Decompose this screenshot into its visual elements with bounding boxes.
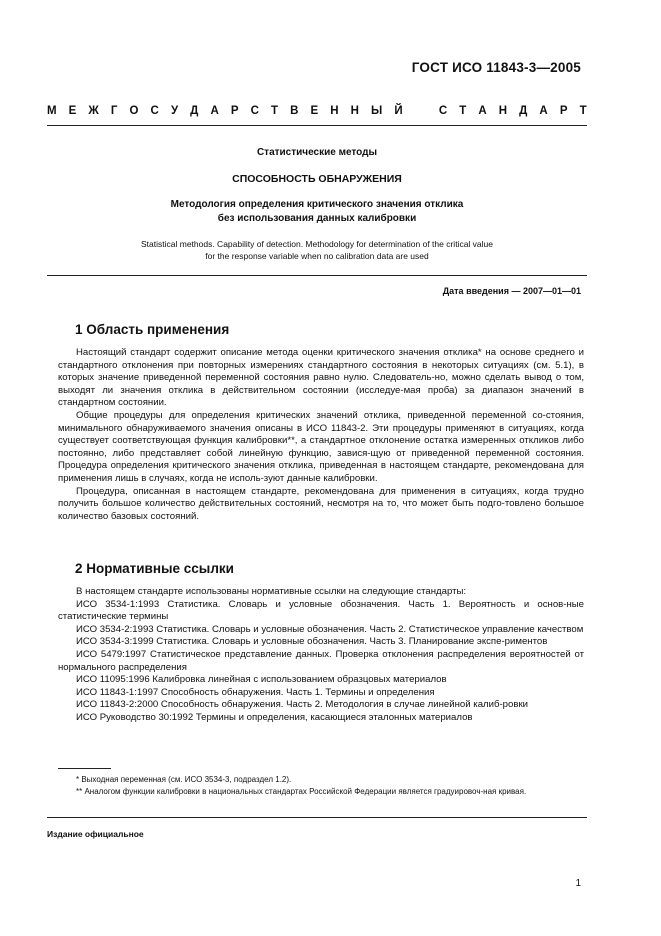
banner-letter: У — [170, 105, 179, 117]
normative-reference: ИСО 3534-2:1993 Статистика. Словарь и условные обозначения. Часть 2. Статистическое управление качеством — [76, 623, 584, 635]
normative-reference: ИСО 11843-1:1997 Способность обнаружения. Часть 1. Термины и определения — [76, 686, 435, 698]
banner-letter: Н — [498, 105, 508, 117]
footnote-1: * Выходная переменная (см. ИСО 3534-3, подраздел 1.2). — [76, 775, 292, 784]
normative-reference: ИСО 5479:1997 Статистическое представление данных. Проверка отклонения распределения вероятностей от нормального распределения — [58, 648, 584, 673]
english-title-line-2: for the response variable when no calibration data are used — [205, 251, 429, 261]
banner-letter: Р — [559, 105, 568, 117]
banner-letter: А — [210, 105, 219, 117]
footnotes — [58, 774, 584, 798]
banner-letter: М — [47, 105, 57, 117]
banner-letter: С — [150, 105, 159, 117]
normative-reference: ИСО 11095:1996 Калибровка линейная с использованием образцовых материалов — [76, 674, 447, 686]
banner-letter: С — [438, 105, 448, 117]
english-title — [47, 238, 587, 262]
normative-reference: ИСО 3534-1:1993 Статистика. Словарь и условные обозначения. Часть 1. Вероятность и основ-ные статистические термины — [58, 598, 584, 623]
section-1-paragraph-1: Настоящий стандарт содержит описание метода оценки критического значения отклика* на основе среднего и стандартного отклонения при повторных измерениях стандартного состояния в некоторых ситуациях (см. 5.1), в которых значение приведенной переменной состояния равно нулю. Следователь-но, можно сделать вывод о том, выходят ли значения отклика в действительном состоянии (исследуе-мая проба) за диапазон значений в стандартном состоянии. — [58, 347, 584, 409]
interstate-standard-banner — [47, 105, 587, 117]
normative-reference: ИСО 11843-2:2000 Способность обнаружения. Часть 2. Методология в случае линейной калиб-ровки — [76, 699, 528, 711]
banner-letter: Е — [68, 105, 77, 117]
section-1-body — [58, 347, 584, 523]
normative-reference: ИСО Руководство 30:1992 Термины и определения, касающиеся эталонных материалов — [76, 711, 473, 723]
banner-rule — [47, 125, 587, 126]
footer-rule — [47, 817, 587, 818]
section-2-heading: 2 Нормативные ссылки — [75, 561, 234, 576]
banner-letter: Г — [110, 105, 118, 117]
banner-letter: Д — [190, 105, 199, 117]
english-title-line-1: Statistical methods. Capability of detection. Methodology for determination of the critical value — [141, 239, 493, 249]
banner-letter: А — [478, 105, 487, 117]
official-edition-label: Издание официальное — [47, 829, 144, 839]
banner-letter: Д — [519, 105, 528, 117]
banner-letter: В — [290, 105, 299, 117]
section-2-intro: В настоящем стандарте использованы нормативные ссылки на следующие стандарты: — [76, 586, 467, 597]
subtitle-line-1: Методология определения критического значения отклика — [170, 199, 464, 210]
page-number: 1 — [575, 878, 581, 889]
title-rule — [47, 275, 587, 276]
normative-reference: ИСО 3534-3:1999 Статистика. Словарь и условные обозначения. Часть 3. Планирование экспе-риментов — [76, 636, 548, 648]
subtitle-line-2: без использования данных калибровки — [217, 213, 417, 224]
banner-letter: Ж — [88, 105, 99, 117]
introduction-date: Дата введения — 2007—01—01 — [442, 286, 581, 296]
series-title: Статистические методы — [256, 147, 378, 158]
banner-letter: Т — [579, 105, 587, 117]
banner-letter: О — [129, 105, 139, 117]
banner-letter: Т — [270, 105, 279, 117]
banner-letter: Н — [330, 105, 339, 117]
footnote-rule — [58, 768, 111, 769]
section-1-paragraph-3: Процедура, описанная в настоящем стандарте, рекомендована для применения в ситуациях, когда трудно получить большое количество действительных состояний, несмотря на то, что может быть подго-товлено большое количество базовых состояний. — [58, 485, 584, 522]
section-1-paragraph-2: Общие процедуры для определения критических значений отклика, приведенной переменной со-стояния, минимального обнаруживаемого значения описаны в ИСО 11843-2. Эти процедуры применяют в ситуациях, когда существует соответствующая функция калибровки**, а стандартное отклонение остатка измеренных откликов либо постоянно, либо представляет собой линейную функцию, завися-щую от приведенной переменной состояния. Процедура определения критического значения отклика, приведенная в настоящем стандарте, рекомендована для применения лишь в случаях, когда не исполь-зуют данные калибровки. — [58, 409, 584, 484]
banner-letter: Ы — [371, 105, 383, 117]
standard-code: ГОСТ ИСО 11843-3—2005 — [411, 60, 581, 75]
section-1-heading: 1 Область применения — [75, 322, 230, 337]
document-subtitle — [47, 198, 587, 226]
banner-letter: Р — [230, 105, 239, 117]
banner-letter: Й — [394, 105, 403, 117]
section-2-body — [58, 586, 584, 725]
banner-letter: Е — [310, 105, 319, 117]
banner-letter: Т — [459, 105, 467, 117]
footnote-2: ** Аналогом функции калибровки в национальных стандартах Российской Федерации является градуировоч-ная кривая. — [76, 787, 527, 796]
banner-letter: А — [539, 105, 548, 117]
banner-letter: С — [250, 105, 259, 117]
document-title: СПОСОБНОСТЬ ОБНАРУЖЕНИЯ — [232, 173, 402, 185]
banner-letter: Н — [350, 105, 359, 117]
